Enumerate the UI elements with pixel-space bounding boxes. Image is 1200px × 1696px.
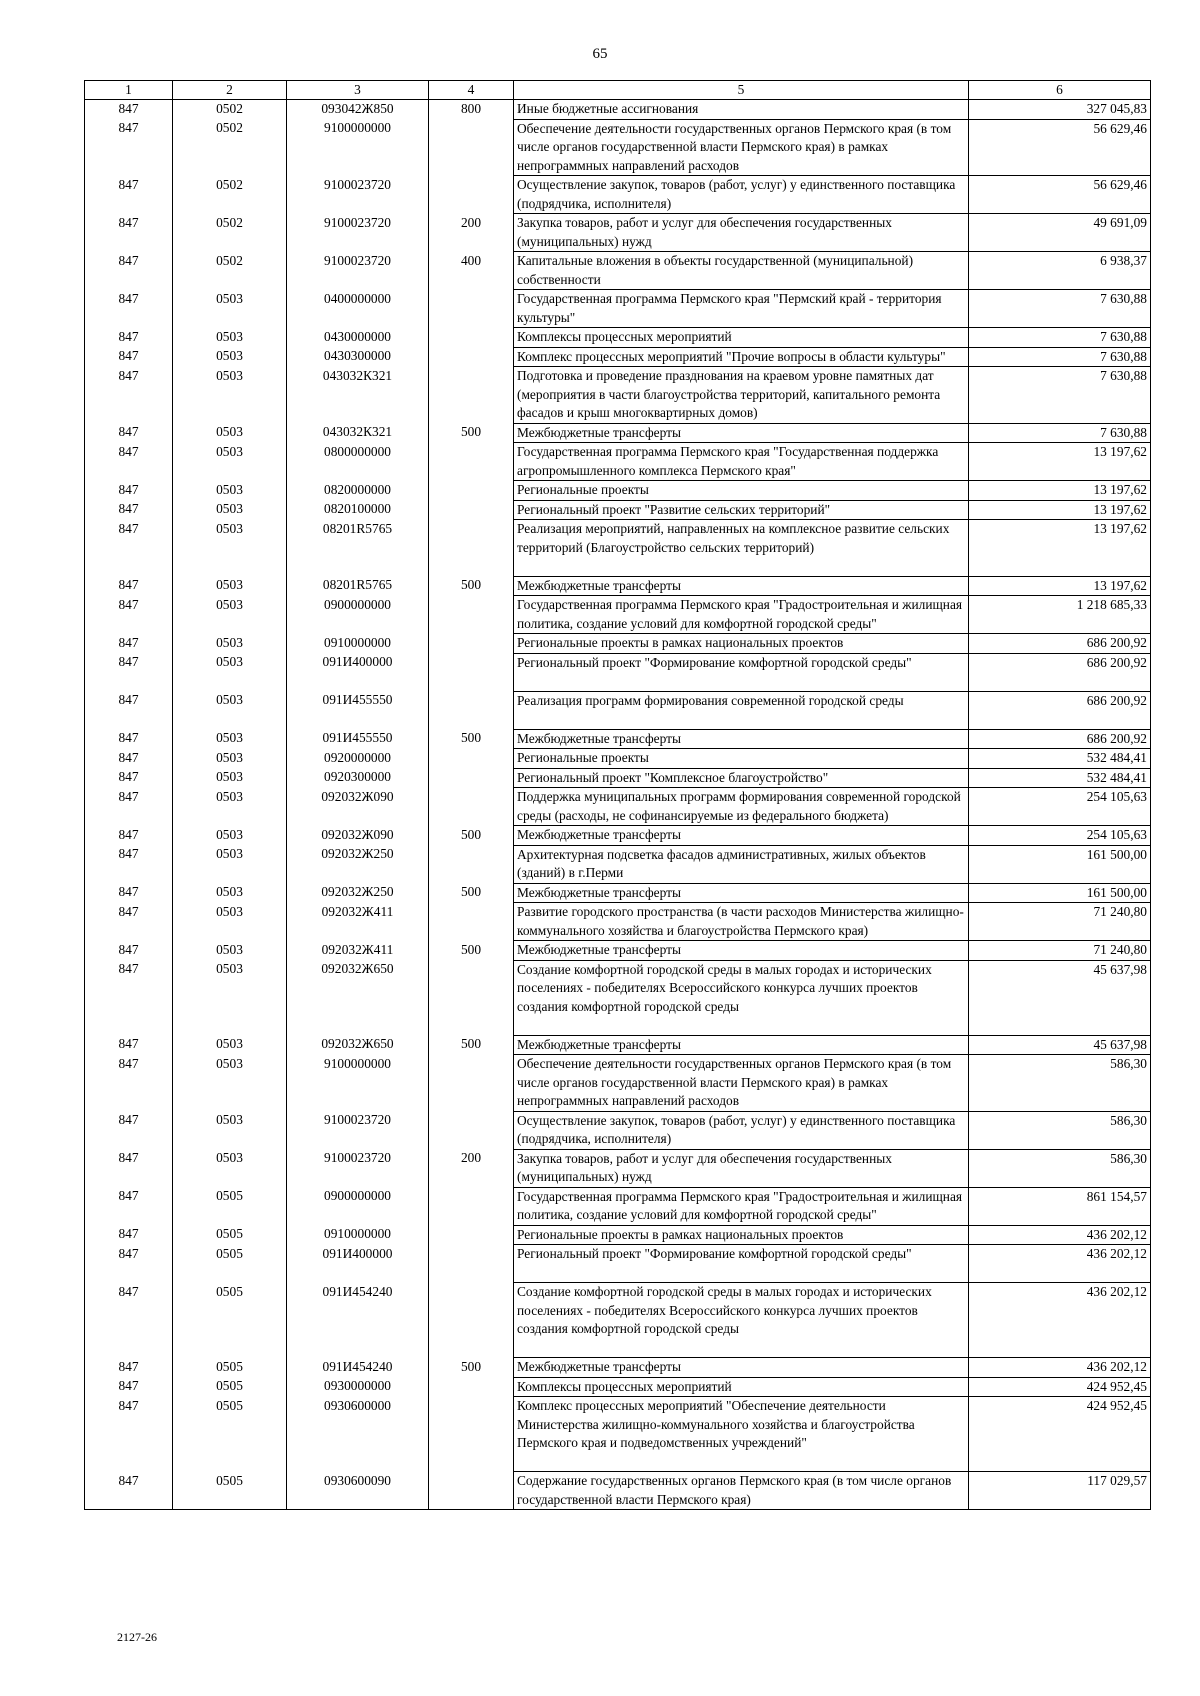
- cell-expense-type: [429, 634, 514, 654]
- cell-department: 847: [85, 1397, 173, 1472]
- table-row: [85, 691, 1151, 729]
- cell-description: Межбюджетные трансферты: [514, 883, 969, 903]
- cell-department: 847: [85, 1035, 173, 1055]
- cell-department: 847: [85, 520, 173, 577]
- cell-department: 847: [85, 347, 173, 367]
- table-row: [85, 749, 1151, 769]
- cell-expense-type: 500: [429, 423, 514, 443]
- cell-description: Осуществление закупок, товаров (работ, услуг) у единственного поставщика (подрядчика, исполнителя): [514, 176, 969, 214]
- cell-expense-type: 200: [429, 1149, 514, 1187]
- cell-department: 847: [85, 653, 173, 691]
- cell-description: Региональный проект "Комплексное благоустройство": [514, 768, 969, 788]
- cell-amount: 586,30: [969, 1149, 1151, 1187]
- cell-amount: 424 952,45: [969, 1377, 1151, 1397]
- cell-department: 847: [85, 328, 173, 348]
- cell-expense-type: 500: [429, 1358, 514, 1378]
- table-row: [85, 768, 1151, 788]
- cell-expense-type: 500: [429, 826, 514, 846]
- cell-description: Закупка товаров, работ и услуг для обеспечения государственных (муниципальных) нужд: [514, 1149, 969, 1187]
- cell-department: 847: [85, 1358, 173, 1378]
- cell-target-article: 08201R5765: [287, 576, 429, 596]
- table-row: [85, 653, 1151, 691]
- cell-target-article: 0910000000: [287, 634, 429, 654]
- cell-department: 847: [85, 481, 173, 501]
- cell-department: 847: [85, 100, 173, 120]
- cell-target-article: 9100023720: [287, 252, 429, 290]
- cell-section: 0503: [173, 768, 287, 788]
- table-row: [85, 119, 1151, 176]
- cell-description: Реализация мероприятий, направленных на комплексное развитие сельских территорий (Благоустройство сельских территорий): [514, 520, 969, 577]
- cell-amount: 161 500,00: [969, 845, 1151, 883]
- cell-description: Обеспечение деятельности государственных органов Пермского края (в том числе органов государственной власти Пермского края) в рамках непрограммных направлений расходов: [514, 1055, 969, 1112]
- table-row: [85, 1035, 1151, 1055]
- cell-expense-type: [429, 328, 514, 348]
- cell-section: 0505: [173, 1187, 287, 1225]
- cell-amount: 436 202,12: [969, 1283, 1151, 1358]
- cell-target-article: 0930000000: [287, 1377, 429, 1397]
- cell-expense-type: [429, 960, 514, 1035]
- cell-expense-type: [429, 1111, 514, 1149]
- cell-description: Региональный проект "Развитие сельских территорий": [514, 500, 969, 520]
- cell-department: 847: [85, 845, 173, 883]
- cell-target-article: 9100000000: [287, 119, 429, 176]
- cell-description: Комплексы процессных мероприятий: [514, 328, 969, 348]
- cell-department: 847: [85, 1283, 173, 1358]
- cell-expense-type: [429, 596, 514, 634]
- table-row: [85, 328, 1151, 348]
- cell-expense-type: 500: [429, 576, 514, 596]
- cell-section: 0502: [173, 176, 287, 214]
- cell-description: Осуществление закупок, товаров (работ, услуг) у единственного поставщика (подрядчика, исполнителя): [514, 1111, 969, 1149]
- table-row: [85, 252, 1151, 290]
- cell-target-article: 092032Ж250: [287, 845, 429, 883]
- cell-section: 0503: [173, 290, 287, 328]
- cell-expense-type: 500: [429, 729, 514, 749]
- cell-amount: 686 200,92: [969, 729, 1151, 749]
- cell-description: Капитальные вложения в объекты государственной (муниципальной) собственности: [514, 252, 969, 290]
- cell-section: 0503: [173, 576, 287, 596]
- column-header: 2: [173, 81, 287, 100]
- cell-expense-type: [429, 845, 514, 883]
- cell-description: Региональные проекты в рамках национальных проектов: [514, 634, 969, 654]
- cell-target-article: 0430000000: [287, 328, 429, 348]
- cell-department: 847: [85, 576, 173, 596]
- column-header: 6: [969, 81, 1151, 100]
- table-row: [85, 1358, 1151, 1378]
- cell-target-article: 9100023720: [287, 214, 429, 252]
- cell-department: 847: [85, 176, 173, 214]
- table-header-row: [85, 81, 1151, 100]
- cell-department: 847: [85, 826, 173, 846]
- cell-amount: 7 630,88: [969, 423, 1151, 443]
- cell-description: Поддержка муниципальных программ формирования современной городской среды (расходы, не софинансируемые из федерального бюджета): [514, 788, 969, 826]
- cell-target-article: 092032Ж411: [287, 941, 429, 961]
- cell-amount: 71 240,80: [969, 903, 1151, 941]
- cell-description: Создание комфортной городской среды в малых городах и исторических поселениях - победителях Всероссийского конкурса лучших проектов создания комфортной городской среды: [514, 960, 969, 1035]
- cell-expense-type: [429, 443, 514, 481]
- cell-expense-type: [429, 691, 514, 729]
- table-row: [85, 481, 1151, 501]
- cell-target-article: 9100023720: [287, 176, 429, 214]
- cell-target-article: 0920000000: [287, 749, 429, 769]
- cell-section: 0503: [173, 500, 287, 520]
- cell-department: 847: [85, 1472, 173, 1510]
- cell-amount: 686 200,92: [969, 634, 1151, 654]
- cell-target-article: 091И455550: [287, 691, 429, 729]
- cell-amount: 71 240,80: [969, 941, 1151, 961]
- cell-target-article: 091И454240: [287, 1358, 429, 1378]
- cell-department: 847: [85, 367, 173, 424]
- cell-target-article: 091И454240: [287, 1283, 429, 1358]
- cell-description: Межбюджетные трансферты: [514, 576, 969, 596]
- cell-target-article: 0920300000: [287, 768, 429, 788]
- cell-expense-type: [429, 1472, 514, 1510]
- cell-target-article: 9100023720: [287, 1149, 429, 1187]
- budget-table: [84, 80, 1151, 1510]
- table-row: [85, 1055, 1151, 1112]
- cell-department: 847: [85, 423, 173, 443]
- cell-target-article: 9100023720: [287, 1111, 429, 1149]
- cell-description: Государственная программа Пермского края "Государственная поддержка агропромышленного комплекса Пермского края": [514, 443, 969, 481]
- cell-description: Комплекс процессных мероприятий "Прочие вопросы в области культуры": [514, 347, 969, 367]
- cell-description: Государственная программа Пермского края "Градостроительная и жилищная политика, создание условий для комфортной городской среды": [514, 1187, 969, 1225]
- cell-section: 0503: [173, 1055, 287, 1112]
- table-row: [85, 1111, 1151, 1149]
- cell-department: 847: [85, 883, 173, 903]
- cell-section: 0503: [173, 691, 287, 729]
- cell-target-article: 0910000000: [287, 1225, 429, 1245]
- cell-target-article: 0400000000: [287, 290, 429, 328]
- cell-target-article: 0930600000: [287, 1397, 429, 1472]
- cell-amount: 254 105,63: [969, 826, 1151, 846]
- cell-amount: 861 154,57: [969, 1187, 1151, 1225]
- cell-target-article: 092032Ж090: [287, 788, 429, 826]
- cell-amount: 686 200,92: [969, 691, 1151, 729]
- cell-description: Закупка товаров, работ и услуг для обеспечения государственных (муниципальных) нужд: [514, 214, 969, 252]
- cell-amount: 13 197,62: [969, 520, 1151, 577]
- cell-department: 847: [85, 768, 173, 788]
- cell-target-article: 091И400000: [287, 1245, 429, 1283]
- cell-description: Региональный проект "Формирование комфортной городской среды": [514, 653, 969, 691]
- table-row: [85, 941, 1151, 961]
- table-row: [85, 1149, 1151, 1187]
- cell-section: 0503: [173, 1149, 287, 1187]
- cell-department: 847: [85, 729, 173, 749]
- cell-section: 0502: [173, 119, 287, 176]
- cell-expense-type: [429, 903, 514, 941]
- cell-expense-type: 500: [429, 941, 514, 961]
- cell-target-article: 092032Ж411: [287, 903, 429, 941]
- cell-target-article: 0930600090: [287, 1472, 429, 1510]
- table-row: [85, 960, 1151, 1035]
- cell-amount: 6 938,37: [969, 252, 1151, 290]
- table-row: [85, 520, 1151, 577]
- table-row: [85, 1225, 1151, 1245]
- cell-target-article: 0820100000: [287, 500, 429, 520]
- cell-expense-type: [429, 788, 514, 826]
- cell-description: Межбюджетные трансферты: [514, 826, 969, 846]
- cell-section: 0503: [173, 960, 287, 1035]
- cell-expense-type: [429, 749, 514, 769]
- table-row: [85, 845, 1151, 883]
- cell-description: Межбюджетные трансферты: [514, 1035, 969, 1055]
- cell-section: 0505: [173, 1245, 287, 1283]
- cell-department: 847: [85, 941, 173, 961]
- cell-section: 0503: [173, 634, 287, 654]
- cell-expense-type: 500: [429, 1035, 514, 1055]
- table-row: [85, 729, 1151, 749]
- cell-description: Комплекс процессных мероприятий "Обеспечение деятельности Министерства жилищно-коммунального хозяйства и благоустройства Пермского края и подведомственных учреждений": [514, 1397, 969, 1472]
- cell-target-article: 091И400000: [287, 653, 429, 691]
- cell-section: 0505: [173, 1283, 287, 1358]
- cell-department: 847: [85, 1225, 173, 1245]
- cell-target-article: 0820000000: [287, 481, 429, 501]
- cell-expense-type: [429, 653, 514, 691]
- table-row: [85, 634, 1151, 654]
- cell-department: 847: [85, 1055, 173, 1112]
- cell-description: Региональный проект "Формирование комфортной городской среды": [514, 1245, 969, 1283]
- cell-amount: 13 197,62: [969, 481, 1151, 501]
- cell-section: 0503: [173, 596, 287, 634]
- cell-expense-type: [429, 1245, 514, 1283]
- cell-amount: 7 630,88: [969, 290, 1151, 328]
- cell-expense-type: [429, 768, 514, 788]
- cell-description: Межбюджетные трансферты: [514, 941, 969, 961]
- cell-expense-type: [429, 1055, 514, 1112]
- cell-amount: 7 630,88: [969, 328, 1151, 348]
- cell-expense-type: [429, 367, 514, 424]
- cell-description: Обеспечение деятельности государственных органов Пермского края (в том числе органов государственной власти Пермского края) в рамках непрограммных направлений расходов: [514, 119, 969, 176]
- cell-section: 0503: [173, 328, 287, 348]
- cell-target-article: 0900000000: [287, 596, 429, 634]
- cell-expense-type: [429, 481, 514, 501]
- table-row: [85, 883, 1151, 903]
- cell-expense-type: [429, 1377, 514, 1397]
- cell-section: 0503: [173, 788, 287, 826]
- cell-amount: 7 630,88: [969, 367, 1151, 424]
- table-row: [85, 826, 1151, 846]
- cell-expense-type: [429, 119, 514, 176]
- column-header: 1: [85, 81, 173, 100]
- cell-section: 0503: [173, 443, 287, 481]
- cell-expense-type: 500: [429, 883, 514, 903]
- cell-expense-type: [429, 1283, 514, 1358]
- cell-expense-type: [429, 1397, 514, 1472]
- cell-description: Архитектурная подсветка фасадов административных, жилых объектов (зданий) в г.Перми: [514, 845, 969, 883]
- cell-expense-type: 800: [429, 100, 514, 120]
- cell-target-article: 092032Ж250: [287, 883, 429, 903]
- cell-amount: 327 045,83: [969, 100, 1151, 120]
- cell-section: 0505: [173, 1225, 287, 1245]
- cell-target-article: 093042Ж850: [287, 100, 429, 120]
- cell-target-article: 08201R5765: [287, 520, 429, 577]
- cell-amount: 7 630,88: [969, 347, 1151, 367]
- table-row: [85, 576, 1151, 596]
- cell-department: 847: [85, 1245, 173, 1283]
- cell-section: 0503: [173, 903, 287, 941]
- cell-department: 847: [85, 788, 173, 826]
- cell-department: 847: [85, 290, 173, 328]
- cell-amount: 45 637,98: [969, 1035, 1151, 1055]
- cell-expense-type: 400: [429, 252, 514, 290]
- cell-department: 847: [85, 443, 173, 481]
- cell-amount: 254 105,63: [969, 788, 1151, 826]
- cell-section: 0505: [173, 1377, 287, 1397]
- table-row: [85, 1245, 1151, 1283]
- table-row: [85, 500, 1151, 520]
- table-row: [85, 1377, 1151, 1397]
- cell-section: 0503: [173, 941, 287, 961]
- cell-expense-type: [429, 520, 514, 577]
- cell-department: 847: [85, 119, 173, 176]
- cell-expense-type: [429, 500, 514, 520]
- cell-department: 847: [85, 903, 173, 941]
- cell-amount: 161 500,00: [969, 883, 1151, 903]
- cell-description: Развитие городского пространства (в части расходов Министерства жилищно-коммунального хозяйства и благоустройства Пермского края): [514, 903, 969, 941]
- table-row: [85, 100, 1151, 120]
- cell-target-article: 0430300000: [287, 347, 429, 367]
- cell-description: Региональные проекты в рамках национальных проектов: [514, 1225, 969, 1245]
- cell-section: 0503: [173, 347, 287, 367]
- cell-expense-type: 200: [429, 214, 514, 252]
- cell-expense-type: [429, 176, 514, 214]
- cell-section: 0503: [173, 845, 287, 883]
- cell-target-article: 043032К321: [287, 367, 429, 424]
- cell-expense-type: [429, 1225, 514, 1245]
- cell-section: 0503: [173, 481, 287, 501]
- cell-amount: 586,30: [969, 1111, 1151, 1149]
- cell-section: 0503: [173, 749, 287, 769]
- cell-section: 0503: [173, 1035, 287, 1055]
- cell-amount: 436 202,12: [969, 1358, 1151, 1378]
- cell-department: 847: [85, 749, 173, 769]
- cell-department: 847: [85, 500, 173, 520]
- cell-section: 0503: [173, 367, 287, 424]
- cell-description: Государственная программа Пермского края "Градостроительная и жилищная политика, создание условий для комфортной городской среды": [514, 596, 969, 634]
- cell-section: 0503: [173, 1111, 287, 1149]
- cell-description: Иные бюджетные ассигнования: [514, 100, 969, 120]
- table-row: [85, 290, 1151, 328]
- cell-target-article: 092032Ж650: [287, 1035, 429, 1055]
- cell-department: 847: [85, 1149, 173, 1187]
- cell-section: 0505: [173, 1397, 287, 1472]
- footer-document-code: 2127-26: [117, 1630, 157, 1644]
- cell-section: 0503: [173, 653, 287, 691]
- cell-expense-type: [429, 1187, 514, 1225]
- cell-amount: 532 484,41: [969, 749, 1151, 769]
- cell-amount: 1 218 685,33: [969, 596, 1151, 634]
- cell-amount: 586,30: [969, 1055, 1151, 1112]
- table-row: [85, 176, 1151, 214]
- cell-target-article: 092032Ж090: [287, 826, 429, 846]
- cell-department: 847: [85, 214, 173, 252]
- cell-expense-type: [429, 290, 514, 328]
- cell-section: 0503: [173, 520, 287, 577]
- cell-amount: 13 197,62: [969, 576, 1151, 596]
- cell-expense-type: [429, 347, 514, 367]
- column-header: 3: [287, 81, 429, 100]
- cell-description: Межбюджетные трансферты: [514, 729, 969, 749]
- cell-department: 847: [85, 960, 173, 1035]
- cell-amount: 56 629,46: [969, 119, 1151, 176]
- cell-section: 0503: [173, 729, 287, 749]
- cell-section: 0502: [173, 252, 287, 290]
- column-header: 5: [514, 81, 969, 100]
- cell-department: 847: [85, 634, 173, 654]
- cell-amount: 49 691,09: [969, 214, 1151, 252]
- cell-description: Региональные проекты: [514, 749, 969, 769]
- cell-target-article: 0900000000: [287, 1187, 429, 1225]
- column-header: 4: [429, 81, 514, 100]
- table-row: [85, 443, 1151, 481]
- cell-department: 847: [85, 1187, 173, 1225]
- cell-department: 847: [85, 1377, 173, 1397]
- cell-amount: 45 637,98: [969, 960, 1151, 1035]
- cell-amount: 56 629,46: [969, 176, 1151, 214]
- table-row: [85, 347, 1151, 367]
- cell-description: Межбюджетные трансферты: [514, 1358, 969, 1378]
- table-row: [85, 1283, 1151, 1358]
- cell-section: 0503: [173, 883, 287, 903]
- cell-section: 0503: [173, 423, 287, 443]
- cell-department: 847: [85, 252, 173, 290]
- table-row: [85, 367, 1151, 424]
- cell-department: 847: [85, 1111, 173, 1149]
- cell-target-article: 9100000000: [287, 1055, 429, 1112]
- cell-description: Реализация программ формирования современной городской среды: [514, 691, 969, 729]
- cell-target-article: 091И455550: [287, 729, 429, 749]
- table-row: [85, 1397, 1151, 1472]
- cell-description: Содержание государственных органов Пермского края (в том числе органов государственной власти Пермского края): [514, 1472, 969, 1510]
- cell-department: 847: [85, 691, 173, 729]
- table-row: [85, 596, 1151, 634]
- table-row: [85, 788, 1151, 826]
- table-row: [85, 1472, 1151, 1510]
- cell-description: Комплексы процессных мероприятий: [514, 1377, 969, 1397]
- cell-amount: 13 197,62: [969, 500, 1151, 520]
- cell-target-article: 0800000000: [287, 443, 429, 481]
- cell-section: 0505: [173, 1472, 287, 1510]
- cell-description: Межбюджетные трансферты: [514, 423, 969, 443]
- cell-target-article: 092032Ж650: [287, 960, 429, 1035]
- cell-amount: 532 484,41: [969, 768, 1151, 788]
- cell-amount: 686 200,92: [969, 653, 1151, 691]
- cell-amount: 117 029,57: [969, 1472, 1151, 1510]
- table-row: [85, 1187, 1151, 1225]
- cell-target-article: 043032К321: [287, 423, 429, 443]
- cell-section: 0502: [173, 214, 287, 252]
- cell-amount: 13 197,62: [969, 443, 1151, 481]
- page-number: 65: [592, 46, 608, 62]
- table-row: [85, 423, 1151, 443]
- cell-amount: 424 952,45: [969, 1397, 1151, 1472]
- cell-amount: 436 202,12: [969, 1225, 1151, 1245]
- cell-description: Подготовка и проведение празднования на краевом уровне памятных дат (мероприятия в части благоустройства территорий, капитального ремонта фасадов и крыш многоквартирных домов): [514, 367, 969, 424]
- table-row: [85, 903, 1151, 941]
- cell-description: Создание комфортной городской среды в малых городах и исторических поселениях - победителях Всероссийского конкурса лучших проектов создания комфортной городской среды: [514, 1283, 969, 1358]
- cell-department: 847: [85, 596, 173, 634]
- cell-description: Региональные проекты: [514, 481, 969, 501]
- cell-description: Государственная программа Пермского края "Пермский край - территория культуры": [514, 290, 969, 328]
- cell-section: 0502: [173, 100, 287, 120]
- cell-section: 0505: [173, 1358, 287, 1378]
- cell-section: 0503: [173, 826, 287, 846]
- table-row: [85, 214, 1151, 252]
- cell-amount: 436 202,12: [969, 1245, 1151, 1283]
